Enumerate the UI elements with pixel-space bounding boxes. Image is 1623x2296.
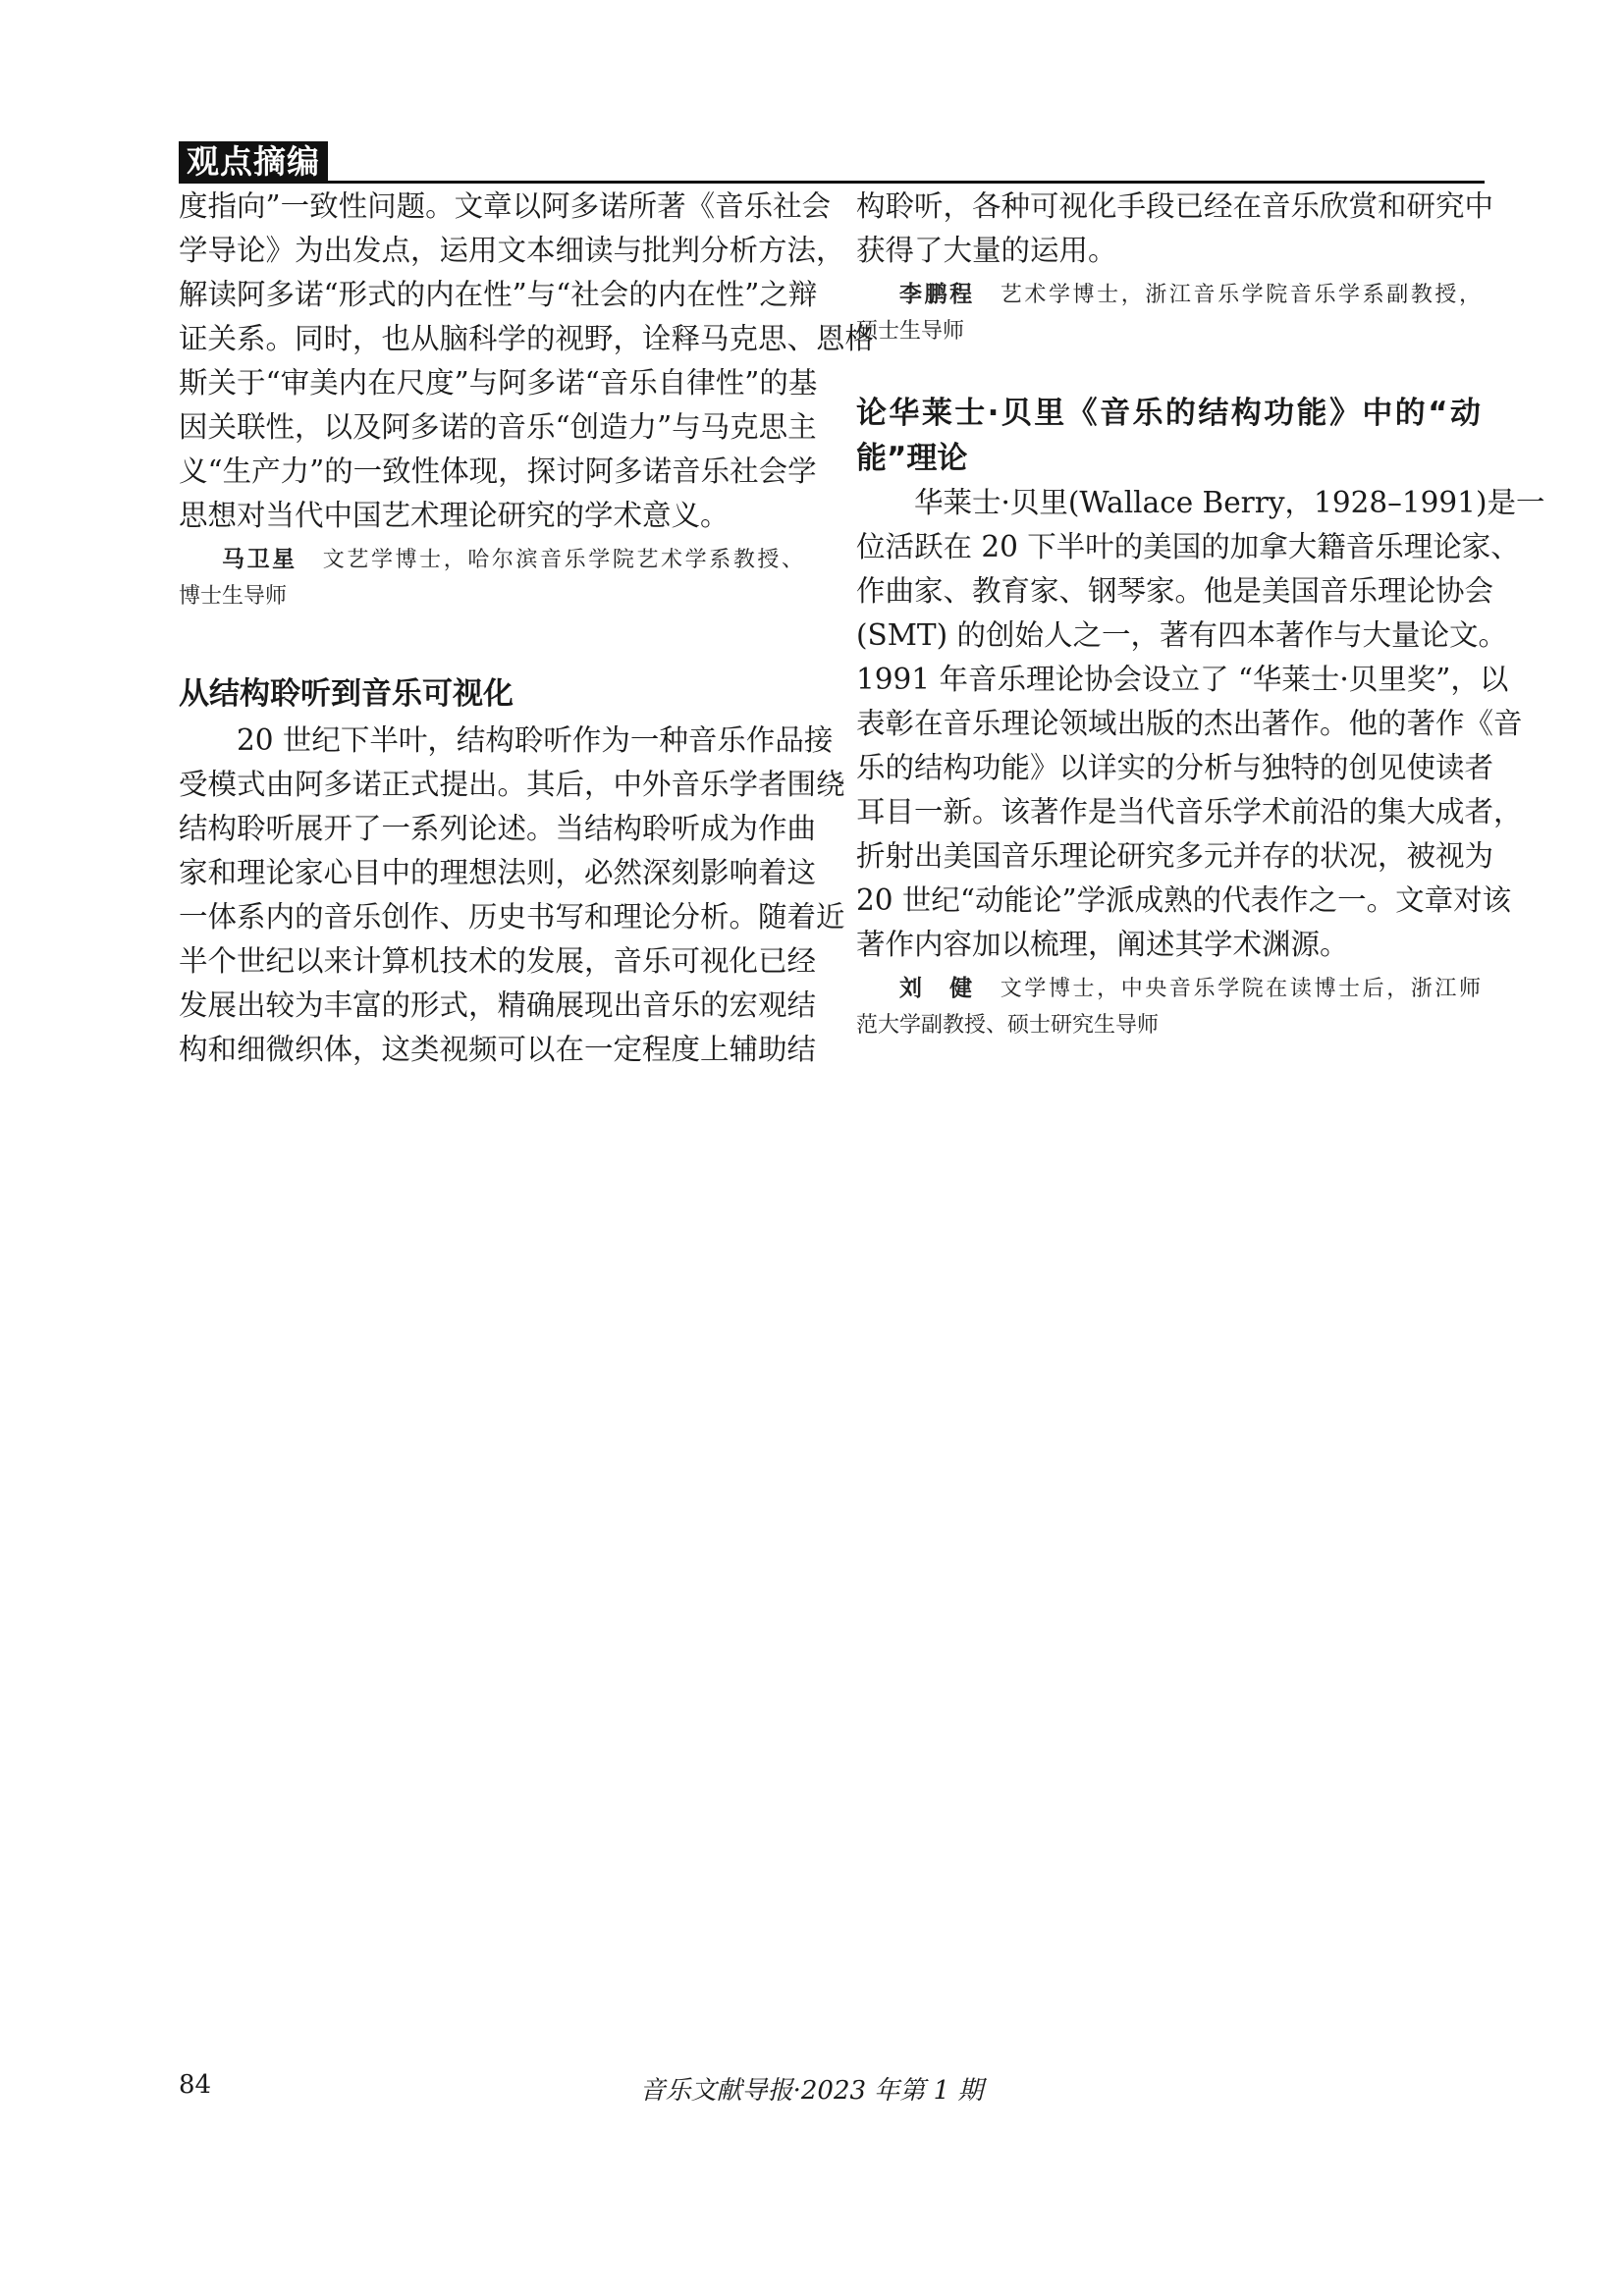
text-line: 家和理论家心目中的理想法则，必然深刻影响着这 [179,856,817,889]
author-bio: 硕士生导师 [856,319,965,344]
article-title: 从结构聆听到音乐可视化 [179,676,514,712]
article-body-continued [856,185,1494,273]
text-line: 乐的结构功能》以详实的分析与独特的创见使读者 [856,751,1494,784]
left-column [179,185,875,1072]
author-bio: 范大学副教授、硕士研究生导师 [856,1013,1160,1038]
journal-footer: 音乐文献导报·2023 年第 1 期 [639,2076,984,2106]
text-line: (SMT) 的创始人之一，著有四本著作与大量论文。 [856,618,1507,652]
right-column [856,185,1545,1043]
intro-paragraph [179,185,875,538]
author-bio: 文艺学博士，哈尔滨音乐学院艺术学系教授、 [322,548,803,572]
text-line: 义“生产力”的一致性体现，探讨阿多诺音乐社会学 [179,454,817,488]
text-line: 华莱士·贝里(Wallace Berry，1928–1991)是一 [914,486,1545,519]
section-tag: 观点摘编 [179,141,328,183]
author-name: 李鹏程 [899,282,975,307]
author-bio: 文学博士，中央音乐学院在读博士后，浙江师 [1000,977,1481,1001]
author-byline [179,542,803,614]
text-line: 思想对当代中国艺术理论研究的学术意义。 [179,499,730,532]
text-line: 结构聆听展开了一系列论述。当结构聆听成为作曲 [179,812,817,845]
text-line: 构和细微织体，这类视频可以在一定程度上辅助结 [179,1033,817,1066]
text-line: 度指向”一致性问题。文章以阿多诺所著《音乐社会 [179,189,832,223]
text-line: 20 世纪下半叶，结构聆听作为一种音乐作品接 [237,723,834,757]
text-line: 一体系内的音乐创作、历史书写和理论分析。随着近 [179,900,845,934]
author-byline [856,277,1481,349]
article-body [179,719,845,1072]
article-title [856,391,1481,481]
author-name: 马卫星 [222,547,298,572]
title-line: 能”理论 [856,441,968,476]
text-line: 因关联性，以及阿多诺的音乐“创造力”与马克思主 [179,410,817,444]
author-bio: 艺术学博士，浙江音乐学院音乐学系副教授， [1000,283,1481,307]
article-body [856,481,1545,967]
text-line: 斯关于“审美内在尺度”与阿多诺“音乐自律性”的基 [179,366,818,400]
text-line: 半个世纪以来计算机技术的发展，音乐可视化已经 [179,944,817,978]
text-line: 学导论》为出发点，运用文本细读与批判分析方法， [179,234,845,267]
author-bio: 博士生导师 [179,584,288,609]
text-line: 表彰在音乐理论领域出版的杰出著作。他的著作《音 [856,707,1523,740]
text-line: 作曲家、教育家、钢琴家。他是美国音乐理论协会 [856,574,1494,608]
header-rule [179,181,1485,184]
text-line: 证关系。同时，也从脑科学的视野，诠释马克思、恩格 [179,322,875,355]
text-line: 耳目一新。该著作是当代音乐学术前沿的集大成者， [856,795,1523,828]
text-line: 受模式由阿多诺正式提出。其后，中外音乐学者围绕 [179,768,845,801]
text-line: 1991 年音乐理论协会设立了 “华莱士·贝里奖”，以 [856,663,1509,696]
text-line: 发展出较为丰富的形式，精确展现出音乐的宏观结 [179,988,817,1022]
author-byline [856,971,1481,1043]
text-line: 位活跃在 20 下半叶的美国的加拿大籍音乐理论家、 [856,530,1520,563]
page-number: 84 [179,2070,212,2100]
title-line: 论华莱士·贝里《音乐的结构功能》中的“动 [856,396,1481,431]
text-line: 获得了大量的运用。 [856,234,1117,267]
text-line: 折射出美国音乐理论研究多元并存的状况，被视为 [856,839,1494,873]
author-name: 刘 健 [899,976,975,1001]
text-line: 20 世纪“动能论”学派成熟的代表作之一。文章对该 [856,883,1512,917]
text-line: 构聆听，各种可视化手段已经在音乐欣赏和研究中 [856,189,1494,223]
text-line: 解读阿多诺“形式的内在性”与“社会的内在性”之辩 [179,278,818,311]
text-line: 著作内容加以梳理，阐述其学术渊源。 [856,928,1349,961]
